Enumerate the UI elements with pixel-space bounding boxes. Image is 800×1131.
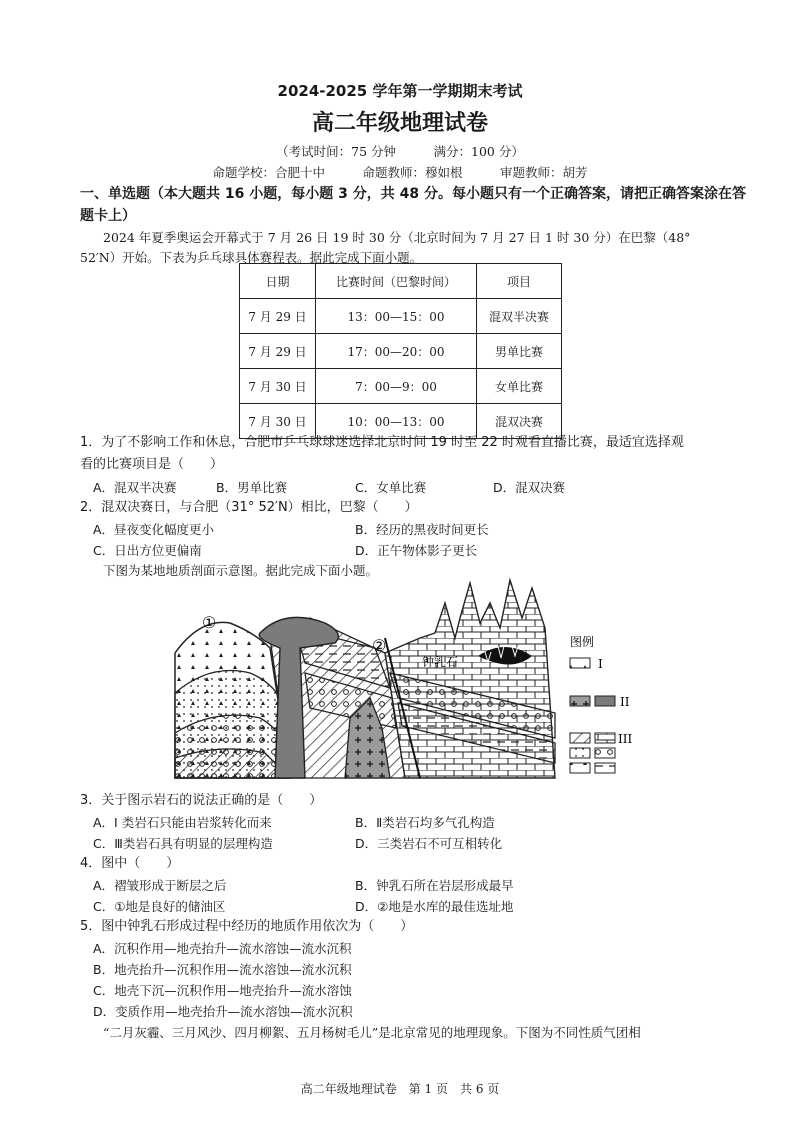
legend-swatch-ii-b bbox=[595, 696, 615, 706]
stalactite-label: 钟乳石 bbox=[422, 655, 459, 669]
cell-time: 10：00—13：00 bbox=[316, 404, 477, 439]
q2-option-c[interactable]: C．日出方位更偏南 bbox=[93, 543, 202, 558]
legend-label-iii: III bbox=[618, 732, 633, 746]
q5-option-b[interactable]: B．地壳抬升—沉积作用—流水溶蚀—流水沉积 bbox=[93, 962, 352, 977]
q5-option-a[interactable]: A．沉积作用—地壳抬升—流水溶蚀—流水沉积 bbox=[93, 941, 352, 956]
cell-event: 男单比赛 bbox=[477, 334, 562, 369]
legend-swatch-iii-c bbox=[570, 748, 590, 758]
legend-label-i: I bbox=[598, 657, 603, 671]
q4-option-c[interactable]: C．①地是良好的储油区 bbox=[93, 899, 226, 914]
cell-date: 7 月 29 日 bbox=[240, 299, 316, 334]
legend-swatch-iii-b bbox=[595, 733, 615, 743]
intro2: 下图为某地地质剖面示意图。据此完成下面小题。 bbox=[103, 563, 379, 578]
paper-title: 高二年级地理试卷 bbox=[311, 111, 488, 136]
section-heading bbox=[80, 183, 746, 227]
legend-swatch-iii-f bbox=[595, 763, 615, 773]
q3-option-c[interactable]: C．Ⅲ类岩石具有明显的层理构造 bbox=[93, 836, 273, 851]
schedule-table bbox=[239, 263, 562, 439]
legend-swatch-ii-a bbox=[570, 696, 590, 706]
q5-stem: 5．图中钟乳石形成过程中经历的地质作用依次为（ ） bbox=[80, 919, 414, 934]
q1-option-d[interactable]: D．混双决赛 bbox=[493, 480, 566, 495]
q3-stem: 3．关于图示岩石的说法正确的是（ ） bbox=[80, 793, 323, 808]
marker-1: ① bbox=[202, 613, 217, 632]
table-row bbox=[240, 369, 562, 404]
table-row bbox=[240, 299, 562, 334]
section-heading-line2: 题卡上） bbox=[80, 208, 136, 224]
q2-stem: 2．混双决赛日，与合肥（31° 52′N）相比，巴黎（ ） bbox=[80, 500, 418, 515]
q5-option-c[interactable]: C．地壳下沉—沉积作用—地壳抬升—流水溶蚀 bbox=[93, 983, 352, 998]
cell-date: 7 月 30 日 bbox=[240, 404, 316, 439]
header-time: 比赛时间（巴黎时间） bbox=[316, 264, 477, 299]
cell-date: 7 月 30 日 bbox=[240, 369, 316, 404]
q1-option-b[interactable]: B．男单比赛 bbox=[216, 480, 288, 495]
q3-option-a[interactable]: A．I 类岩石只能由岩浆转化而来 bbox=[93, 815, 272, 830]
marker-2: ② bbox=[372, 636, 387, 655]
legend-swatch-iii-e bbox=[570, 763, 590, 773]
cell-date: 7 月 29 日 bbox=[240, 334, 316, 369]
intro1-line1: 2024 年夏季奥运会开幕式于 7 月 26 日 19 时 30 分（北京时间为 7 月 27 日 1 时 30 分）在巴黎（48° bbox=[103, 230, 691, 245]
cell-time: 17：00—20：00 bbox=[316, 334, 477, 369]
geologic-section-diagram bbox=[160, 578, 633, 788]
exam-info: （考试时间：75 分钟 满分：100 分） bbox=[276, 144, 524, 159]
q4-option-b[interactable]: B．钟乳石所在岩层形成最早 bbox=[355, 878, 514, 893]
legend-swatch-iii-a bbox=[570, 733, 590, 743]
header-event: 项目 bbox=[477, 264, 562, 299]
q5-option-d[interactable]: D．变质作用—地壳抬升—流水溶蚀—流水沉积 bbox=[93, 1004, 353, 1019]
legend-label-ii: II bbox=[620, 695, 630, 709]
q4-option-d[interactable]: D．②地是水库的最佳选址地 bbox=[355, 899, 514, 914]
q3-option-b[interactable]: B．Ⅱ类岩石均多气孔构造 bbox=[355, 815, 495, 830]
cell-event: 混双决赛 bbox=[477, 404, 562, 439]
legend-swatch-i bbox=[570, 658, 590, 668]
legend-swatch-iii-d bbox=[595, 748, 615, 758]
q4-option-a[interactable]: A．褶皱形成于断层之后 bbox=[93, 878, 227, 893]
q1-stem-line2: 看的比赛项目是（ ） bbox=[80, 457, 224, 472]
cell-event: 混双半决赛 bbox=[477, 299, 562, 334]
intro1-line2: 52′N）开始。下表为乒乓球具体赛程表。据此完成下面小题。 bbox=[80, 250, 423, 265]
cell-time: 7：00—9：00 bbox=[316, 369, 477, 404]
exam-title: 2024-2025 学年第一学期期末考试 bbox=[277, 82, 523, 100]
cell-time: 13：00—15：00 bbox=[316, 299, 477, 334]
legend-title: 图例 bbox=[570, 635, 595, 649]
header-date: 日期 bbox=[240, 264, 316, 299]
table-row bbox=[240, 334, 562, 369]
q2-option-d[interactable]: D．正午物体影子更长 bbox=[355, 543, 478, 558]
intro3: “二月灰霾、三月风沙、四月柳絮、五月杨树毛儿”是北京常见的地理现象。下图为不同性质气团相 bbox=[103, 1025, 641, 1040]
section-heading-line1: 一、单选题（本大题共 16 小题，每小题 3 分，共 48 分。每小题只有一个正确答案，请把正确答案涂在答 bbox=[80, 186, 746, 202]
legend bbox=[570, 634, 632, 773]
q1-option-a[interactable]: A．混双半决赛 bbox=[93, 480, 177, 495]
q3-option-d[interactable]: D．三类岩石不可互相转化 bbox=[355, 836, 503, 851]
table-header-row bbox=[240, 264, 562, 299]
q2-option-a[interactable]: A．昼夜变化幅度更小 bbox=[93, 522, 215, 537]
q2-option-b[interactable]: B．经历的黑夜时间更长 bbox=[355, 522, 489, 537]
q1-option-c[interactable]: C．女单比赛 bbox=[355, 480, 427, 495]
cell-event: 女单比赛 bbox=[477, 369, 562, 404]
authors-line: 命题学校：合肥十中 命题教师：穆如根 审题教师：胡芳 bbox=[212, 165, 588, 180]
page-footer: 高二年级地理试卷 第 1 页 共 6 页 bbox=[300, 1082, 500, 1096]
q4-stem: 4．图中（ ） bbox=[80, 856, 180, 871]
q1-stem-line1: 1．为了不影响工作和休息，合肥市乒乓球球迷选择北京时间 19 时至 22 时观看直播比赛，最适宜选择观 bbox=[80, 435, 684, 450]
